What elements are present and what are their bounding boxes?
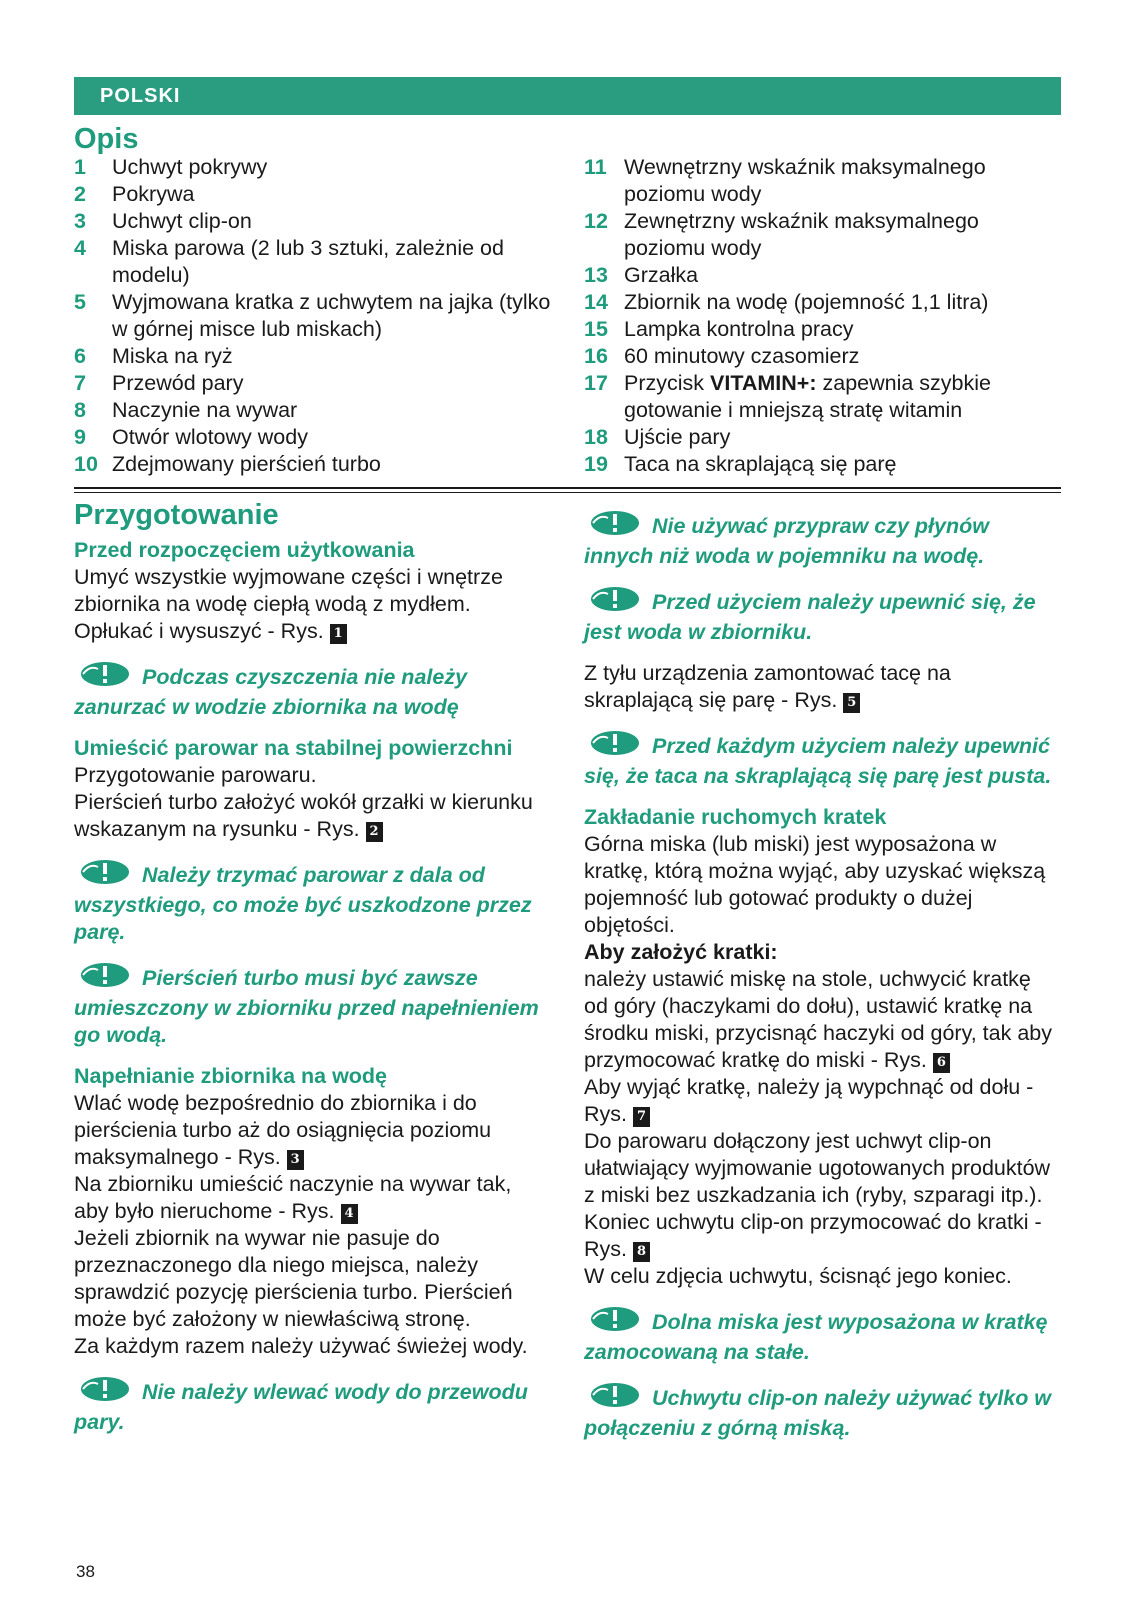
list-item: 2 Pokrywa — [74, 182, 195, 206]
warning-note: Pierścień turbo musi być zawsze umieszczony w zbiorniku przed napełnieniem go wodą. — [74, 962, 544, 1049]
warning-icon — [590, 510, 640, 543]
warning-note: Dolna miska jest wyposażona w kratkę zamocowaną na stałe. — [584, 1306, 1059, 1366]
list-item: 18 Ujście pary — [584, 425, 731, 449]
figure-ref: 8 — [633, 1242, 650, 1262]
section-heading: Zakładanie ruchomych kratek — [584, 805, 887, 829]
paragraph: Górna miska (lub miski) jest wyposażona w kratkę, którą można wyjąć, aby uzyskać większą pojemność lub gotować produkty o dużej objętości. — [584, 832, 1046, 937]
language-label: POLSKI — [100, 85, 181, 107]
warning-note: Przed każdym użyciem należy upewnić się, że taca na skraplającą się parę jest pusta. — [584, 730, 1059, 790]
list-item: 13 Grzałka — [584, 263, 699, 287]
paragraph: Koniec uchwytu clip-on przymocować do kratki - Rys. 8 — [584, 1210, 1042, 1261]
figure-ref: 3 — [287, 1150, 304, 1170]
list-item: 5 Wyjmowana kratka z uchwytem na jajka (tylko w górnej misce lub miskach) — [74, 290, 551, 341]
figure-ref: 5 — [843, 693, 860, 713]
figure-ref: 6 — [933, 1053, 950, 1073]
section-divider — [74, 487, 1061, 489]
paragraph: Na zbiorniku umieścić naczynie na wywar tak, aby było nieruchome - Rys. 4 — [74, 1172, 512, 1223]
warning-note: Należy trzymać parowar z dala od wszystkiego, co może być uszkodzone przez parę. — [74, 859, 544, 946]
list-item: 6 Miska na ryż — [74, 344, 233, 368]
list-item: 1 Uchwyt pokrywy — [74, 155, 268, 179]
list-item: 14 Zbiornik na wodę (pojemność 1,1 litra) — [584, 290, 989, 314]
language-bar — [74, 77, 1061, 115]
warning-note: Uchwytu clip-on należy używać tylko w połączeniu z górną miską. — [584, 1382, 1059, 1442]
paragraph: Z tyłu urządzenia zamontować tacę na skraplającą się parę - Rys. 5 — [584, 661, 951, 712]
przygotowanie-title: Przygotowanie — [74, 499, 279, 531]
figure-ref: 2 — [366, 822, 383, 842]
section-heading: Napełnianie zbiornika na wodę — [74, 1064, 388, 1088]
figure-ref: 1 — [330, 624, 347, 644]
page-number: 38 — [76, 1562, 95, 1581]
parts-list-right — [584, 154, 1054, 478]
warning-note: Nie używać przypraw czy płynów innych niż woda w pojemniku na wodę. — [584, 510, 1059, 570]
paragraph: Wlać wodę bezpośrednio do zbiornika i do pierścienia turbo aż do osiągnięcia poziomu maksymalnego - Rys. 3 — [74, 1091, 492, 1169]
list-item: 4 Miska parowa (2 lub 3 sztuki, zależnie od modelu) — [74, 236, 504, 287]
warning-icon — [80, 962, 130, 995]
section-divider — [74, 492, 1061, 493]
list-item: 19 Taca na skraplającą się parę — [584, 452, 897, 476]
warning-icon — [590, 1306, 640, 1339]
warning-icon — [80, 859, 130, 892]
figure-ref: 7 — [633, 1107, 650, 1127]
paragraph: Pierścień turbo założyć wokół grzałki w kierunku wskazanym na rysunku - Rys. 2 — [74, 790, 533, 841]
warning-icon — [80, 1376, 130, 1409]
section-heading: Przed rozpoczęciem użytkowania — [74, 538, 415, 562]
list-item: 16 60 minutowy czasomierz — [584, 344, 860, 368]
paragraph: Aby wyjąć kratkę, należy ją wypchnąć od dołu - Rys. 7 — [584, 1075, 1034, 1126]
paragraph: należy ustawić miskę na stole, uchwycić kratkę od góry (haczykami do dołu), ustawić kratkę na środku miski, przycisnąć haczyki od góry, tak aby przymocować kratkę do miski - Rys. 6 — [584, 967, 1052, 1072]
paragraph: Przygotowanie parowaru. — [74, 763, 317, 787]
list-item: 10 Zdejmowany pierścień turbo — [74, 452, 381, 476]
paragraph: Opłukać i wysuszyć - Rys. 1 — [74, 618, 544, 645]
list-item: 17 Przycisk VITAMIN+: zapewnia szybkie gotowanie i mniejszą stratę witamin — [584, 371, 991, 422]
paragraph: Do parowaru dołączony jest uchwyt clip-on ułatwiający wyjmowanie ugotowanych produktów z miski bez uszkadzania ich (ryby, szparagi itp.). — [584, 1129, 1051, 1207]
left-column — [74, 537, 544, 1450]
warning-icon — [590, 1382, 640, 1415]
paragraph: Za każdym razem należy używać świeżej wody. — [74, 1334, 528, 1358]
figure-ref: 4 — [341, 1204, 358, 1224]
paragraph-bold: Aby założyć kratki: — [584, 940, 778, 964]
list-item: 11 Wewnętrzny wskaźnik maksymalnego poziomu wody — [584, 155, 986, 206]
right-column — [584, 502, 1059, 1456]
warning-note: Nie należy wlewać wody do przewodu pary. — [74, 1376, 544, 1436]
warning-icon — [80, 661, 130, 694]
paragraph: W celu zdjęcia uchwytu, ścisnąć jego koniec. — [584, 1264, 1012, 1288]
list-item: 8 Naczynie na wywar — [74, 398, 298, 422]
warning-note: Przed użyciem należy upewnić się, że jest woda w zbiorniku. — [584, 586, 1059, 646]
list-item: 12 Zewnętrzny wskaźnik maksymalnego poziomu wody — [584, 209, 979, 260]
list-item: 9 Otwór wlotowy wody — [74, 425, 308, 449]
warning-icon — [590, 730, 640, 763]
section-heading: Umieścić parowar na stabilnej powierzchni — [74, 736, 513, 760]
parts-list-left — [74, 154, 554, 478]
list-item: 7 Przewód pary — [74, 371, 244, 395]
warning-icon — [590, 586, 640, 619]
list-item: 3 Uchwyt clip-on — [74, 209, 252, 233]
warning-note: Podczas czyszczenia nie należy zanurzać w wodzie zbiornika na wodę — [74, 661, 544, 721]
list-item: 15 Lampka kontrolna pracy — [584, 317, 854, 341]
opis-title: Opis — [74, 123, 139, 155]
paragraph: Jeżeli zbiornik na wywar nie pasuje do przeznaczonego dla niego miejsca, należy sprawdzić pozycję pierścienia turbo. Pierścień może być założony w niewłaściwą stronę. — [74, 1226, 513, 1331]
paragraph: Umyć wszystkie wyjmowane części i wnętrze zbiornika na wodę ciepłą wodą z mydłem. — [74, 565, 503, 616]
